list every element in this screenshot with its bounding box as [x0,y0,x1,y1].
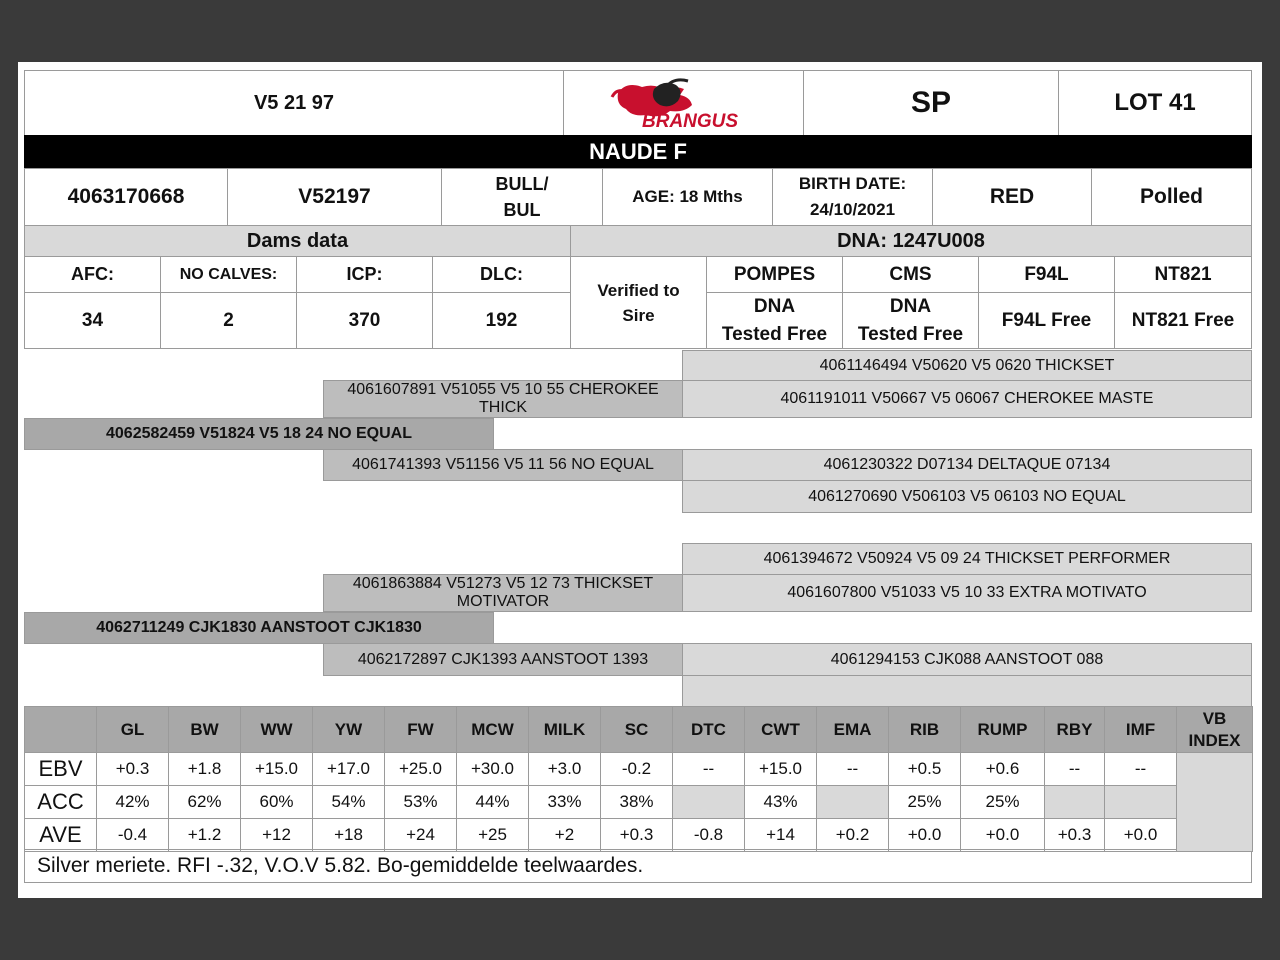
pedigree-sire [24,418,494,450]
f94l-result-text: F94L Free [1001,309,1092,331]
animal-name-bar [24,135,1252,169]
ebv-row-label: ACC [24,785,97,819]
pedigree-sire-sire [323,380,683,418]
sale-card [18,62,1262,898]
ebv-header-sc: SC [600,706,673,753]
animal-code [227,168,442,226]
pedigree-sire-sire-text: 4061607891 V51055 V5 10 55 CHEROKEE THICK [347,381,659,416]
pedigree-dam-dam-text: 4062172897 CJK1393 AANSTOOT 1393 [357,650,649,668]
ebv-cell: 62% [168,785,241,819]
ebv-cell: +3.0 [528,752,601,786]
ebv-cell: +0.0 [888,818,961,852]
no-calves-label-text: NO CALVES: [179,265,278,283]
dams-data-title-text: Dams data [246,229,349,252]
vb-index-line2: INDEX [1188,730,1241,750]
ebv-cell: +2 [528,818,601,852]
ebv-cell [672,785,745,819]
pedigree-sire-dam-sire-text: 4061230322 D07134 DELTAQUE 07134 [823,456,1111,473]
pedigree-sire-text: 4062582459 V51824 V5 18 24 NO EQUAL [106,425,412,442]
pedigree-sire-sire-sire [682,350,1252,381]
registration-number [24,70,564,136]
ebv-cell: +0.0 [960,818,1045,852]
nt821-label [1114,256,1252,293]
ebv-header-dtc: DTC [672,706,745,753]
ebv-corner-cell [24,706,97,753]
horn-cell [1091,168,1252,226]
ebv-cell: 60% [240,785,313,819]
icp-label-text: ICP: [346,264,383,284]
lot-number [1058,70,1252,136]
pedigree-dam-dam-dam [682,675,1252,707]
ebv-cell: +1.2 [168,818,241,852]
icp-label [296,256,433,293]
cms-result-line1: DNA [889,295,932,317]
birth-date-cell [772,168,933,226]
ebv-cell: 38% [600,785,673,819]
icp-value [296,292,433,349]
ebv-cell [816,785,889,819]
nt821-result [1114,292,1252,349]
f94l-result [978,292,1115,349]
dlc-value [432,292,571,349]
ebv-header-yw: YW [312,706,385,753]
ebv-header-gl: GL [96,706,169,753]
afc-value-text: 34 [81,309,104,331]
sex-cell [441,168,603,226]
no-calves-value [160,292,297,349]
svg-text:BRANGUS: BRANGUS [641,111,738,131]
ebv-header-bw: BW [168,706,241,753]
ebv-cell: +0.2 [816,818,889,852]
pompes-label [706,256,843,293]
pedigree-dam-sire-sire [682,543,1252,575]
ebv-cell: +25.0 [384,752,457,786]
ebv-cell: +1.8 [168,752,241,786]
ebv-header-rib: RIB [888,706,961,753]
ebv-cell: -0.2 [600,752,673,786]
comment [24,849,1252,883]
ebv-cell: +25 [456,818,529,852]
ebv-cell [1044,785,1105,819]
pompes-result [706,292,843,349]
ebv-cell: -- [816,752,889,786]
color-text: RED [989,185,1035,208]
pompes-result-line2: Tested Free [721,323,828,345]
pedigree-sire-sire-sire-text: 4061146494 V50620 V5 0620 THICKSET [819,356,1115,374]
registration-number-text: V5 21 97 [253,91,335,114]
ebv-header-cwt: CWT [744,706,817,753]
ebv-header-rby: RBY [1044,706,1105,753]
birth-date-label: BIRTH DATE: [798,174,907,193]
ebv-header-ema: EMA [816,706,889,753]
f94l-label-text: F94L [1024,263,1069,285]
vb-index-line1: VB [1202,708,1227,728]
ebv-cell: +0.3 [1044,818,1105,852]
ebv-cell: +15.0 [744,752,817,786]
ebv-cell: 54% [312,785,385,819]
sex-line2: BUL [503,200,541,220]
pedigree-sire-dam-dam-text: 4061270690 V506103 V5 06103 NO EQUAL [808,487,1126,505]
pedigree-sire-dam-text: 4061741393 V51156 V5 11 56 NO EQUAL [352,456,654,473]
ebv-cell: 33% [528,785,601,819]
pedigree-sire-sire-dam-text: 4061191011 V50667 V5 06067 CHEROKEE MASTE [780,390,1154,407]
ebv-header-fw: FW [384,706,457,753]
pedigree-dam-dam-sire [682,643,1252,676]
ebv-cell: +30.0 [456,752,529,786]
cms-result [842,292,979,349]
ebv-cell: +12 [240,818,313,852]
ebv-header-imf: IMF [1104,706,1177,753]
pedigree-dam-sire-text: 4061863884 V51273 V5 12 73 THICKSET MOTIVATOR [352,575,654,610]
ebv-cell: +17.0 [312,752,385,786]
sex-line1: BULL/ [495,174,549,194]
pedigree-sire-sire-dam [682,380,1252,418]
ebv-cell: 44% [456,785,529,819]
pedigree-dam-dam [323,643,683,676]
color-cell [932,168,1092,226]
vb-index-value [1176,752,1253,852]
verified-line2: Sire [622,305,655,325]
ebv-cell: -0.4 [96,818,169,852]
no-calves-value-text: 2 [223,309,234,331]
ebv-row-label: EBV [24,752,97,786]
dlc-label [432,256,571,293]
ebv-cell: -- [672,752,745,786]
horn-text: Polled [1139,185,1203,208]
dlc-value-text: 192 [485,309,518,331]
birth-date-value: 24/10/2021 [809,200,896,219]
age-text: AGE: 18 Mths [632,187,743,206]
ebv-cell: -0.8 [672,818,745,852]
ebv-row-label: AVE [24,818,97,852]
afc-value [24,292,161,349]
pedigree-dam-text: 4062711249 CJK1830 AANSTOOT CJK1830 [96,619,422,636]
pedigree-dam-dam-sire-text: 4061294153 CJK088 AANSTOOT 088 [830,650,1104,668]
pedigree-dam-sire-dam-text: 4061607800 V51033 V5 10 33 EXTRA MOTIVATO [787,584,1147,601]
afc-label-text: AFC: [71,264,114,284]
cms-label-text: CMS [889,263,932,285]
animal-name: NAUDE F [589,139,687,164]
pedigree-dam-sire-sire-text: 4061394672 V50924 V5 09 24 THICKSET PERFORMER [763,550,1171,567]
ebv-header-rump: RUMP [960,706,1045,753]
ebv-cell: +18 [312,818,385,852]
ebv-cell: 43% [744,785,817,819]
pedigree-dam [24,612,494,644]
ebv-cell: 42% [96,785,169,819]
ebv-cell: +0.5 [888,752,961,786]
age-cell [602,168,773,226]
f94l-label [978,256,1115,293]
dlc-label-text: DLC: [480,264,523,284]
ebv-cell: +24 [384,818,457,852]
dams-data-title [24,225,571,257]
animal-id [24,168,228,226]
icp-value-text: 370 [348,309,381,331]
verified-line1: Verified to [597,280,680,300]
dna-title [570,225,1252,257]
sp-text: SP [910,86,952,119]
ebv-cell: +14 [744,818,817,852]
lot-text: LOT 41 [1114,89,1196,116]
pedigree-dam-sire-dam [682,574,1252,612]
ebv-cell: 25% [888,785,961,819]
animal-id-text: 4063170668 [67,185,185,208]
cms-label [842,256,979,293]
ebv-cell: +0.6 [960,752,1045,786]
verified-to-sire [570,256,707,349]
dna-title-text: DNA: 1247U008 [837,229,985,252]
pompes-result-line1: DNA [753,295,796,317]
ebv-header-milk: MILK [528,706,601,753]
pedigree-dam-sire [323,574,683,612]
sp-label [803,70,1059,136]
pedigree-sire-dam-sire [682,449,1252,481]
nt821-result-text: NT821 Free [1131,309,1235,331]
pompes-label-text: POMPES [733,263,816,285]
ebv-cell: -- [1044,752,1105,786]
ebv-cell [1104,785,1177,819]
nt821-label-text: NT821 [1154,263,1212,285]
comment-text: Silver meriete. RFI -.32, V.O.V 5.82. Bo-gemiddelde teelwaardes. [37,854,644,877]
ebv-cell: -- [1104,752,1177,786]
ebv-cell: 25% [960,785,1045,819]
ebv-header-ww: WW [240,706,313,753]
ebv-cell: +15.0 [240,752,313,786]
brangus-logo [563,70,804,136]
ebv-cell: +0.3 [96,752,169,786]
pedigree-sire-dam [323,449,683,481]
pedigree-sire-dam-dam [682,480,1252,513]
ebv-header-vb-index [1176,706,1253,753]
ebv-cell: +0.0 [1104,818,1177,852]
cms-result-line2: Tested Free [857,323,964,345]
ebv-cell: 53% [384,785,457,819]
ebv-cell: +0.3 [600,818,673,852]
bull-head-icon [604,75,764,131]
ebv-header-mcw: MCW [456,706,529,753]
afc-label [24,256,161,293]
animal-code-text: V52197 [298,185,371,208]
no-calves-label [160,256,297,293]
